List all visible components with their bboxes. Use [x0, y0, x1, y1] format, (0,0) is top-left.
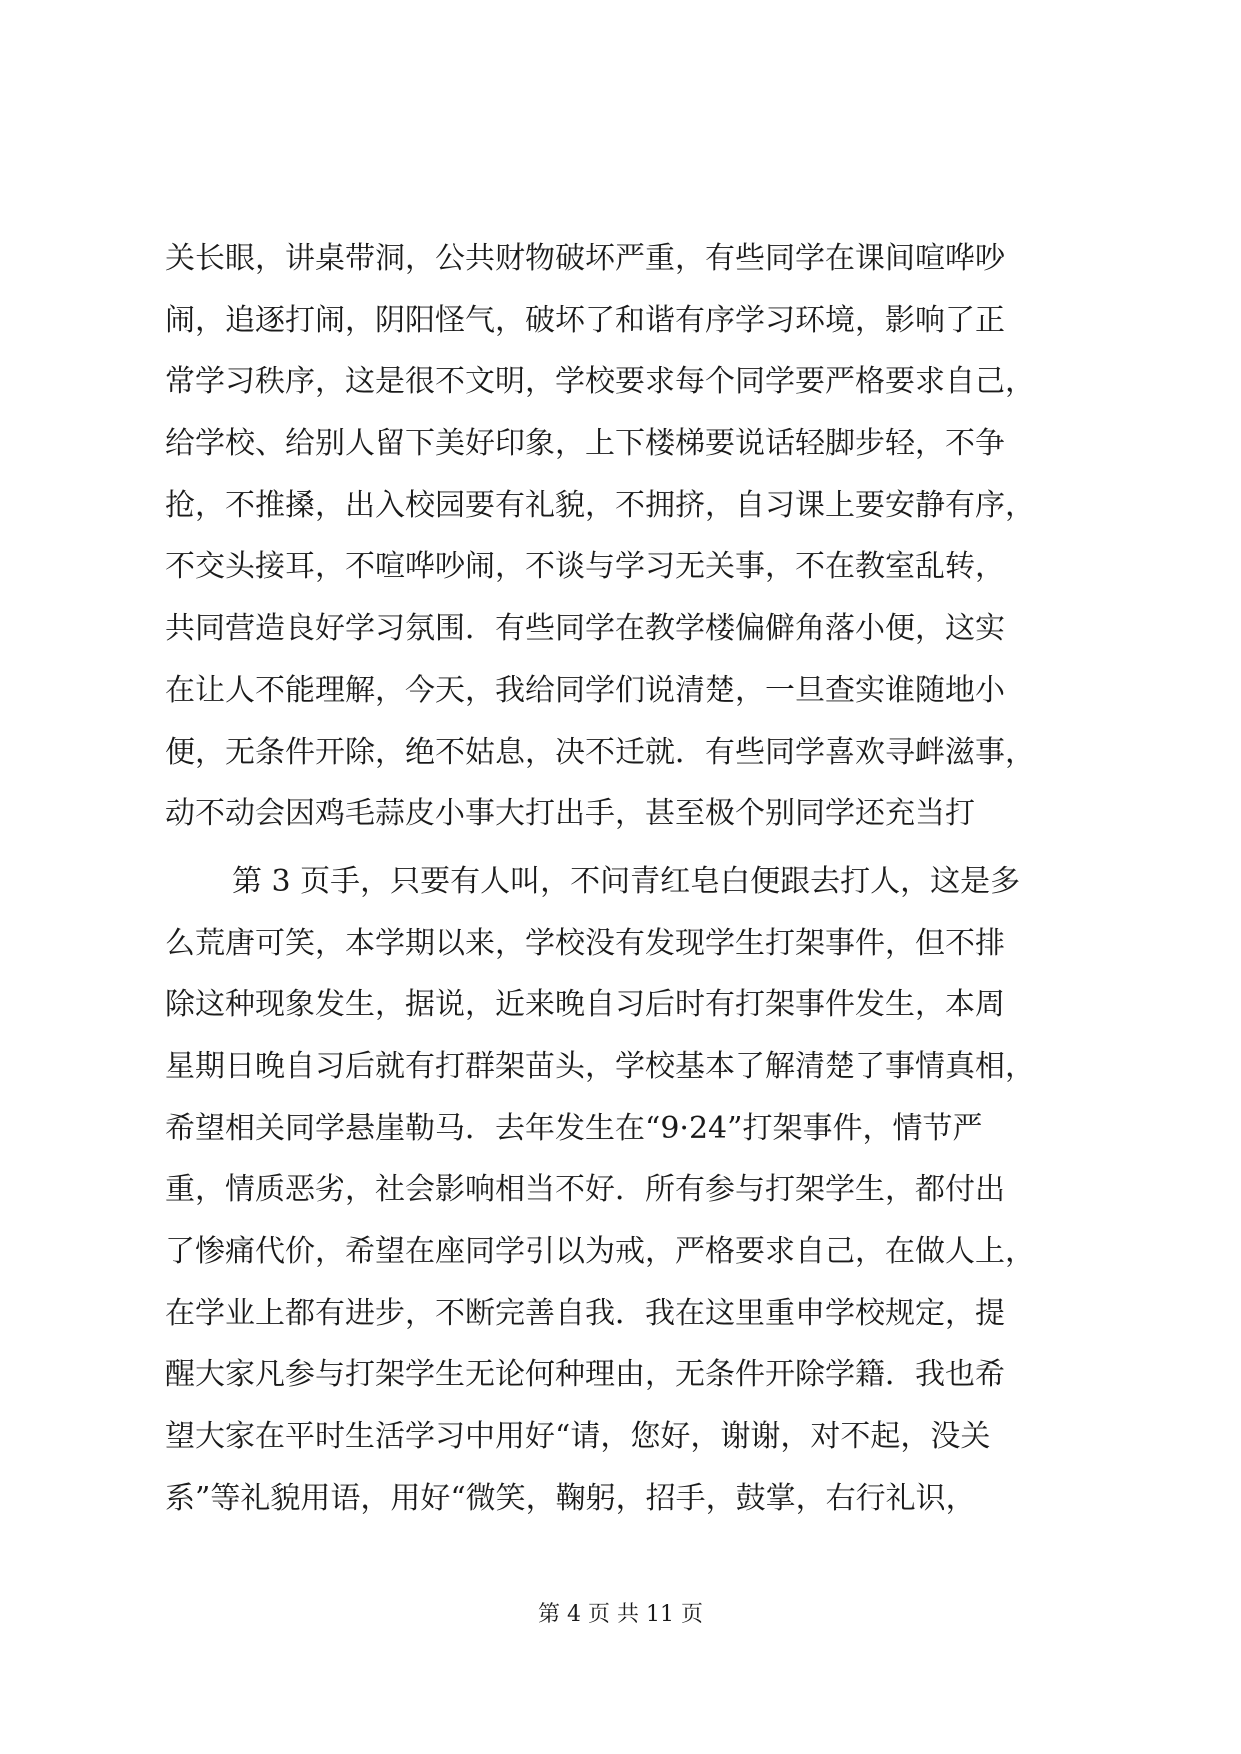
text-line: 希望相关同学悬崖勒马．去年发生在“9·24”打架事件，情节严	[165, 1110, 983, 1146]
text-line: 在让人不能理解，今天，我给同学们说清楚，一旦查实谁随地小	[165, 672, 1005, 708]
text-line: 除这种现象发生，据说，近来晚自习后时有打架事件发生，本周	[165, 987, 1005, 1023]
body-text	[165, 228, 1085, 1529]
text-line: 共同营造良好学习氛围．有些同学在教学楼偏僻角落小便，这实	[165, 611, 1005, 647]
text-line: 抢，不推搡，出入校园要有礼貌，不拥挤，自习课上要安静有序，	[165, 487, 1035, 523]
text-line: 不交头接耳，不喧哗吵闹，不谈与学习无关事，不在教室乱转，	[165, 549, 1005, 585]
text-line: 关长眼，讲桌带洞，公共财物破坏严重，有些同学在课间喧哗吵	[165, 241, 1005, 276]
text-line: 动不动会因鸡毛蒜皮小事大打出手，甚至极个别同学还充当打	[165, 796, 975, 832]
text-line: 么荒唐可笑，本学期以来，学校没有发现学生打架事件，但不排	[165, 925, 1005, 961]
text-line: 常学习秩序，这是很不文明，学校要求每个同学要严格要求自己，	[165, 364, 1035, 400]
page-footer: 第 4 页 共 11 页	[538, 1602, 703, 1627]
text-line: 闹，追逐打闹，阴阳怪气，破坏了和谐有序学习环境，影响了正	[165, 302, 1005, 338]
text-line: 便，无条件开除，绝不姑息，决不迁就．有些同学喜欢寻衅滋事，	[165, 734, 1035, 770]
text-line: 重，情质恶劣，社会影响相当不好．所有参与打架学生，都付出	[165, 1172, 1005, 1208]
text-line: 星期日晚自习后就有打群架苗头，学校基本了解清楚了事情真相，	[165, 1048, 1035, 1084]
paragraph-start-line: 第 3 页手，只要有人叫，不问青红皂白便跟去打人，这是多	[232, 863, 1021, 899]
text-line: 系”等礼貌用语，用好“微笑，鞠躬，招手，鼓掌，右行礼识，	[165, 1480, 976, 1516]
text-line: 望大家在平时生活学习中用好“请，您好，谢谢，对不起，没关	[165, 1419, 991, 1455]
text-line: 了惨痛代价，希望在座同学引以为戒，严格要求自己，在做人上，	[165, 1234, 1035, 1269]
text-line: 在学业上都有进步，不断完善自我．我在这里重申学校规定，提	[165, 1295, 1005, 1331]
text-line: 给学校、给别人留下美好印象，上下楼梯要说话轻脚步轻，不争	[165, 426, 1005, 462]
text-line: 醒大家凡参与打架学生无论何种理由，无条件开除学籍．我也希	[165, 1357, 1005, 1393]
